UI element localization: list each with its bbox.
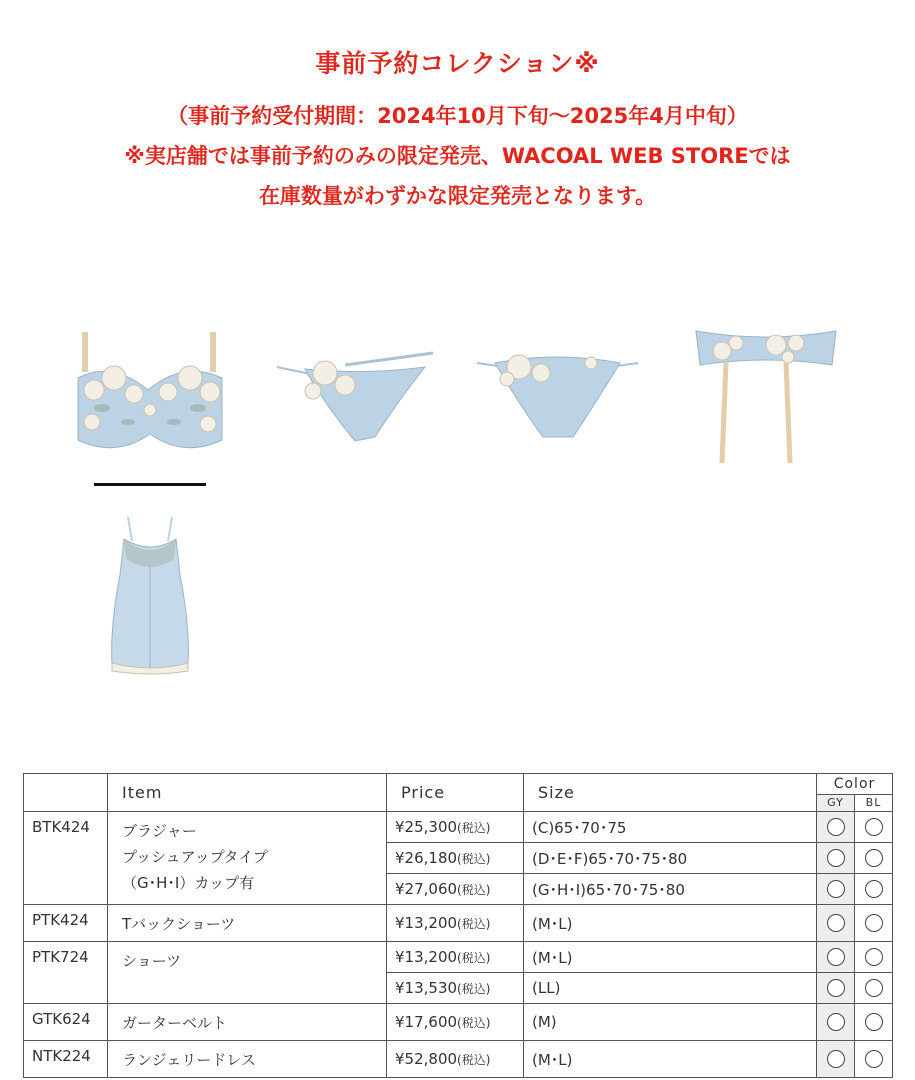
color-bl-label: BL [865, 796, 882, 809]
store-note-line-1: ※実店舗では事前予約のみの限定発売、WACOAL WEB STOREでは [124, 144, 791, 168]
color-header-label: Color [817, 774, 892, 795]
price-cell [387, 1041, 524, 1078]
selected-indicator [94, 483, 206, 486]
color-bl-cell [855, 1004, 893, 1041]
color-bl-radio[interactable] [865, 818, 883, 836]
price-value: ¥13,530 [395, 979, 458, 997]
store-note-line-2: 在庫数量がわずかな限定発売となります。 [258, 184, 657, 208]
size-cell: (M･L) [524, 942, 817, 973]
tax-label: (税込) [457, 1016, 491, 1030]
color-gy-cell [817, 1041, 855, 1078]
product-item-name [108, 812, 387, 905]
product-code: NTK224 [24, 1041, 108, 1078]
size-cell: (M) [524, 1004, 817, 1041]
color-gy-radio[interactable] [827, 914, 845, 932]
item-name-line: ランジェリードレス [122, 1051, 256, 1069]
color-gy-cell [817, 1004, 855, 1041]
reservation-period: （事前予約受付期間：2024年10月下旬〜2025年4月中旬） [167, 104, 748, 128]
product-code: PTK424 [24, 905, 108, 942]
table-header-row [24, 774, 893, 812]
color-bl-radio[interactable] [865, 914, 883, 932]
color-gy-cell [817, 973, 855, 1004]
product-item-name [108, 905, 387, 942]
color-gy-radio[interactable] [827, 880, 845, 898]
item-name-line: ガーターベルト [122, 1014, 228, 1032]
size-cell: (LL) [524, 973, 817, 1004]
price-cell [387, 973, 524, 1004]
color-bl-cell [855, 843, 893, 874]
product-code: GTK624 [24, 1004, 108, 1041]
price-value: ¥27,060 [395, 880, 458, 898]
price-cell [387, 874, 524, 905]
product-item-name [108, 942, 387, 1004]
color-gy-cell [817, 942, 855, 973]
product-spec-table [23, 773, 893, 1078]
tax-label: (税込) [457, 951, 491, 965]
product-thumb-shorts[interactable] [475, 345, 640, 445]
color-gy-radio[interactable] [827, 948, 845, 966]
size-header: Size [524, 774, 817, 812]
tax-label: (税込) [457, 982, 491, 996]
price-cell [387, 942, 524, 973]
table-row [24, 812, 893, 843]
price-value: ¥25,300 [395, 818, 458, 836]
color-bl-radio[interactable] [865, 979, 883, 997]
color-gy-radio[interactable] [827, 818, 845, 836]
tax-label: (税込) [457, 852, 491, 866]
color-header [817, 774, 893, 812]
shorts-image [475, 345, 640, 445]
lingerie-dress-image [106, 515, 194, 675]
price-cell [387, 843, 524, 874]
product-thumb-garter-belt[interactable] [692, 325, 840, 467]
item-name-line: ショーツ [122, 952, 182, 970]
size-cell: (C)65･70･75 [524, 812, 817, 843]
tax-label: (税込) [457, 883, 491, 897]
color-gy-cell [817, 874, 855, 905]
code-header [24, 774, 108, 812]
price-cell [387, 905, 524, 942]
product-item-name [108, 1041, 387, 1078]
color-bl-radio[interactable] [865, 849, 883, 867]
color-bl-cell [855, 973, 893, 1004]
item-header: Item [108, 774, 387, 812]
item-name-line: （G･H･I）カップ有 [122, 874, 255, 892]
price-value: ¥13,200 [395, 948, 458, 966]
item-name-line: プッシュアップタイプ [122, 848, 268, 866]
price-value: ¥13,200 [395, 914, 458, 932]
color-bl-cell [855, 874, 893, 905]
color-bl-cell [855, 1041, 893, 1078]
color-gy-label: GY [817, 795, 855, 811]
color-gy-cell [817, 812, 855, 843]
tax-label: (税込) [457, 821, 491, 835]
color-bl-cell [855, 942, 893, 973]
color-bl-radio[interactable] [865, 948, 883, 966]
item-name-line: ブラジャー [122, 822, 197, 840]
t-back-shorts-image [275, 345, 435, 445]
product-thumb-brassiere[interactable] [72, 330, 228, 460]
table-row [24, 905, 893, 942]
color-gy-cell [817, 905, 855, 942]
price-value: ¥52,800 [395, 1050, 458, 1068]
color-bl-radio[interactable] [865, 1050, 883, 1068]
price-header: Price [387, 774, 524, 812]
price-value: ¥26,180 [395, 849, 458, 867]
color-bl-cell [855, 812, 893, 843]
garter-belt-image [692, 325, 840, 467]
price-cell [387, 812, 524, 843]
page-title: 事前予約コレクション※ [315, 49, 600, 78]
color-bl-radio[interactable] [865, 1013, 883, 1031]
color-gy-cell [817, 843, 855, 874]
size-cell: (G･H･I)65･70･75･80 [524, 874, 817, 905]
tax-label: (税込) [457, 1053, 491, 1067]
price-cell [387, 1004, 524, 1041]
product-thumb-t-back-shorts[interactable] [275, 345, 435, 445]
product-thumb-lingerie-dress[interactable] [106, 515, 194, 675]
color-gy-radio[interactable] [827, 1013, 845, 1031]
product-code: PTK724 [24, 942, 108, 1004]
item-name-line: Tバックショーツ [122, 915, 236, 933]
size-cell: (D･E･F)65･70･75･80 [524, 843, 817, 874]
table-row [24, 942, 893, 973]
color-gy-radio[interactable] [827, 849, 845, 867]
color-bl-cell [855, 905, 893, 942]
color-gy-radio[interactable] [827, 1050, 845, 1068]
color-bl-radio[interactable] [865, 880, 883, 898]
table-row [24, 1041, 893, 1078]
product-item-name [108, 1004, 387, 1041]
size-cell: (M･L) [524, 1041, 817, 1078]
price-value: ¥17,600 [395, 1013, 458, 1031]
product-code: BTK424 [24, 812, 108, 905]
brassiere-image [72, 330, 228, 460]
color-gy-radio[interactable] [827, 979, 845, 997]
tax-label: (税込) [457, 917, 491, 931]
table-row [24, 1004, 893, 1041]
size-cell: (M･L) [524, 905, 817, 942]
